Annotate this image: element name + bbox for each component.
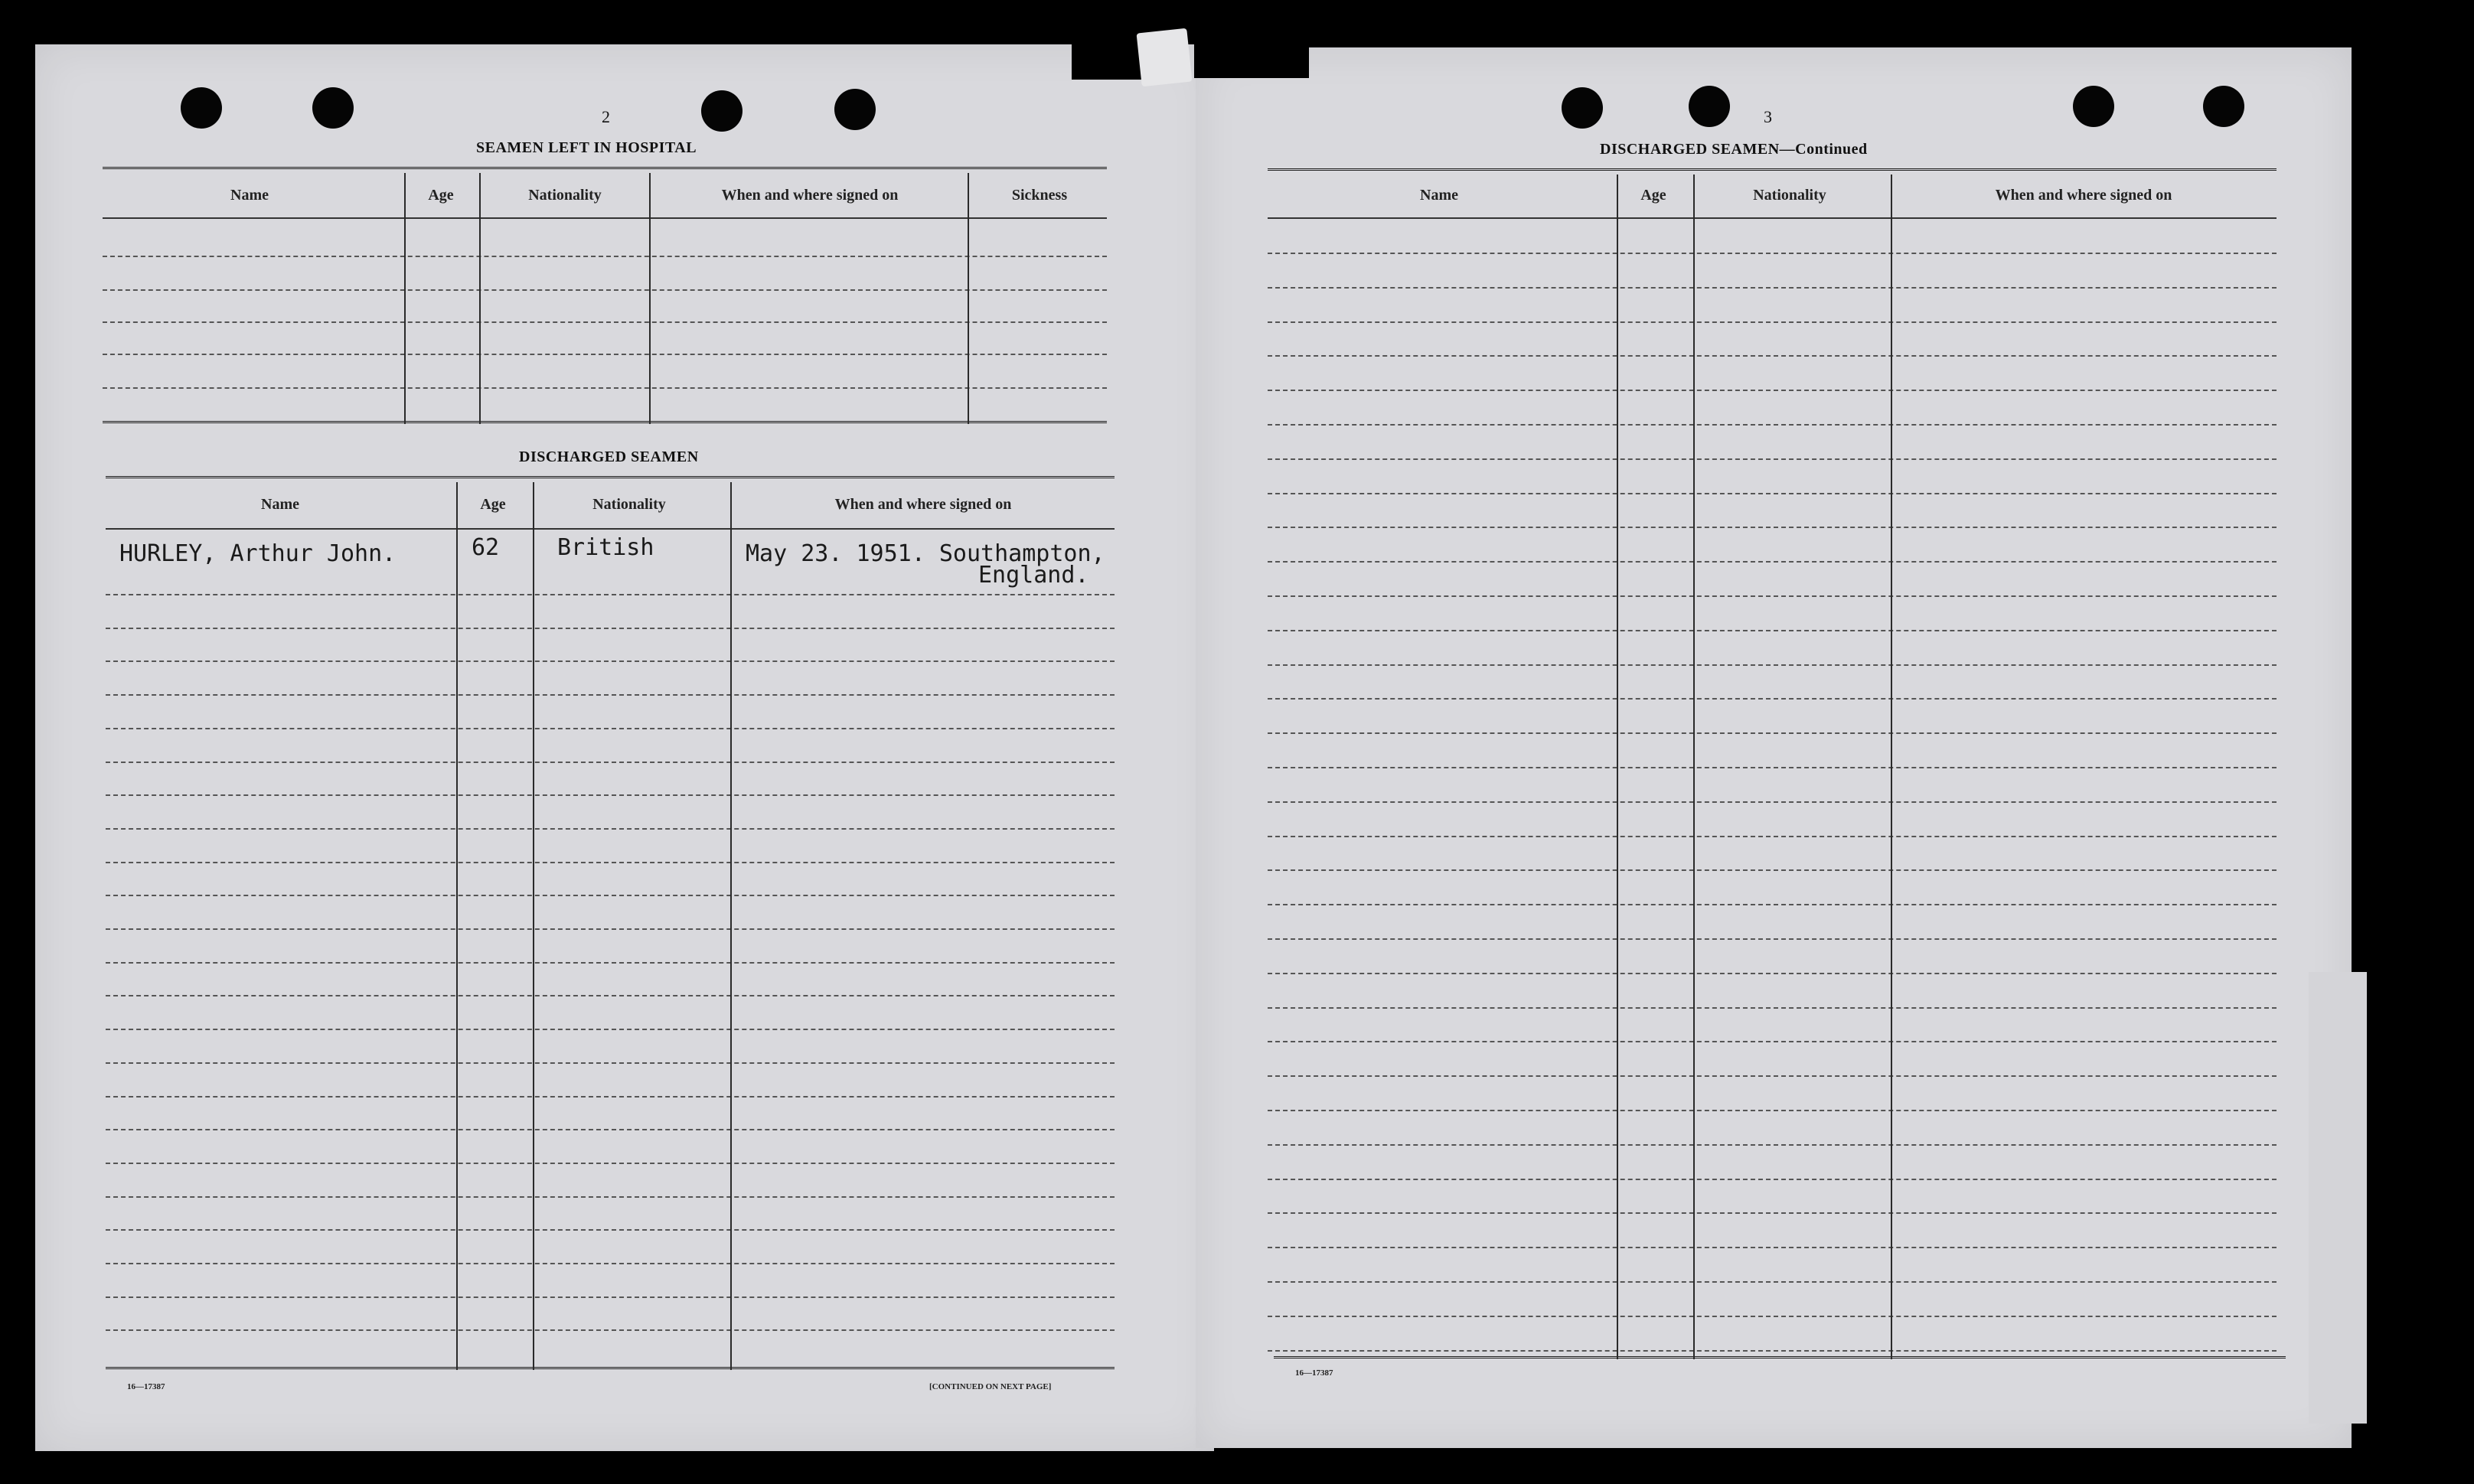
continued-note: [CONTINUED ON NEXT PAGE] <box>929 1382 1052 1391</box>
ruling-line <box>1268 973 2277 974</box>
col-header-signed-on: When and where signed on <box>721 187 899 204</box>
ruling-line <box>1268 253 2277 254</box>
ruling-line <box>1268 1179 2277 1180</box>
top-notch-right <box>1194 44 1309 78</box>
ruling-line <box>106 694 1115 696</box>
seaman-age: 62 <box>472 534 500 561</box>
ruling-line <box>1268 767 2277 768</box>
ruling-line <box>1268 355 2277 357</box>
ruling-line <box>106 1296 1115 1298</box>
col-header-age: Age <box>1640 187 1666 204</box>
ruling-line <box>106 594 1115 595</box>
col-header-signed-on: When and where signed on <box>1995 187 2172 204</box>
ruling-line <box>106 1029 1115 1030</box>
section-heading-discharged-continued: DISCHARGED SEAMEN—Continued <box>1600 141 1868 158</box>
ruling-line <box>106 1263 1115 1264</box>
col-header-nationality: Nationality <box>1753 187 1826 204</box>
ruling-line <box>106 1229 1115 1231</box>
signed-on-date-place: May 23. 1951. Southampton, <box>746 540 1105 567</box>
ruling-line <box>1268 458 2277 460</box>
ruling-line <box>1268 1007 2277 1009</box>
col-header-nationality: Nationality <box>592 496 666 513</box>
page-number: 2 <box>602 107 610 126</box>
right-page-fold <box>2309 972 2367 1424</box>
punch-hole-icon <box>701 90 743 132</box>
ruling-line <box>106 928 1115 930</box>
ruling-line <box>1268 698 2277 700</box>
ruling-line <box>1268 801 2277 803</box>
ruling-line <box>106 862 1115 863</box>
punch-hole-icon <box>2073 86 2114 127</box>
form-number: 16—17387 <box>1295 1368 1333 1378</box>
col-header-age: Age <box>428 187 454 204</box>
top-notch <box>1072 44 1148 80</box>
section-heading-hospital: SEAMEN LEFT IN HOSPITAL <box>476 139 697 156</box>
punch-hole-icon <box>1689 86 1730 127</box>
form-number: 16—17387 <box>127 1382 165 1391</box>
ruling-line <box>1268 938 2277 940</box>
punch-hole-icon <box>834 89 876 130</box>
col-header-name: Name <box>1420 187 1458 204</box>
ruling-line <box>1268 630 2277 631</box>
punch-hole-icon <box>181 87 222 129</box>
ruling-line <box>106 995 1115 996</box>
ruling-line <box>106 828 1115 830</box>
ruling-line <box>106 1096 1115 1098</box>
ruling-line <box>1268 493 2277 494</box>
ruling-line <box>1268 1212 2277 1214</box>
ruling-line <box>106 1329 1115 1331</box>
section-heading-discharged: DISCHARGED SEAMEN <box>519 448 699 465</box>
col-header-name: Name <box>230 187 269 204</box>
ruling-line <box>1268 836 2277 837</box>
ruling-line <box>106 962 1115 964</box>
col-header-sickness: Sickness <box>1011 187 1068 204</box>
page-number: 3 <box>1764 107 1772 126</box>
ruling-line <box>1268 1247 2277 1248</box>
col-header-nationality: Nationality <box>528 187 602 204</box>
binding-tab <box>1137 28 1193 87</box>
ruling-line <box>1268 287 2277 289</box>
ruling-line <box>1268 732 2277 734</box>
ruling-line <box>1268 904 2277 905</box>
ruling-line <box>1268 1316 2277 1317</box>
ruling-line <box>1268 1110 2277 1111</box>
seaman-nationality: British <box>557 534 654 561</box>
ruling-line <box>1268 1075 2277 1077</box>
signed-on-country: England. <box>978 562 1089 589</box>
ruling-line <box>106 1129 1115 1130</box>
ruling-line <box>1268 321 2277 323</box>
ruling-line <box>106 895 1115 896</box>
ruling-line <box>1268 869 2277 871</box>
ruling-line <box>1268 1281 2277 1283</box>
ruling-line <box>106 1062 1115 1064</box>
ruling-line <box>1268 390 2277 391</box>
punch-hole-icon <box>2203 86 2244 127</box>
ruling-line <box>106 762 1115 763</box>
punch-hole-icon <box>312 87 354 129</box>
col-header-age: Age <box>480 496 506 513</box>
ruling-line <box>106 628 1115 629</box>
ruling-line <box>1268 664 2277 666</box>
col-header-signed-on: When and where signed on <box>834 496 1012 513</box>
ruling-line <box>106 1196 1115 1198</box>
seaman-name: HURLEY, Arthur John. <box>119 540 397 567</box>
ruling-line <box>1268 1144 2277 1146</box>
ruling-line <box>1268 1350 2277 1352</box>
ruling-line <box>1268 561 2277 563</box>
punch-hole-icon <box>1562 87 1603 129</box>
ruling-line <box>106 1163 1115 1164</box>
col-header-name: Name <box>261 496 299 513</box>
ruling-line <box>1268 1041 2277 1042</box>
ruling-line <box>106 728 1115 729</box>
ruling-line <box>1268 595 2277 597</box>
ruling-line <box>1268 424 2277 426</box>
right-page <box>1196 47 2352 1448</box>
ruling-line <box>106 660 1115 662</box>
ruling-line <box>1268 527 2277 528</box>
ruling-line <box>106 794 1115 796</box>
